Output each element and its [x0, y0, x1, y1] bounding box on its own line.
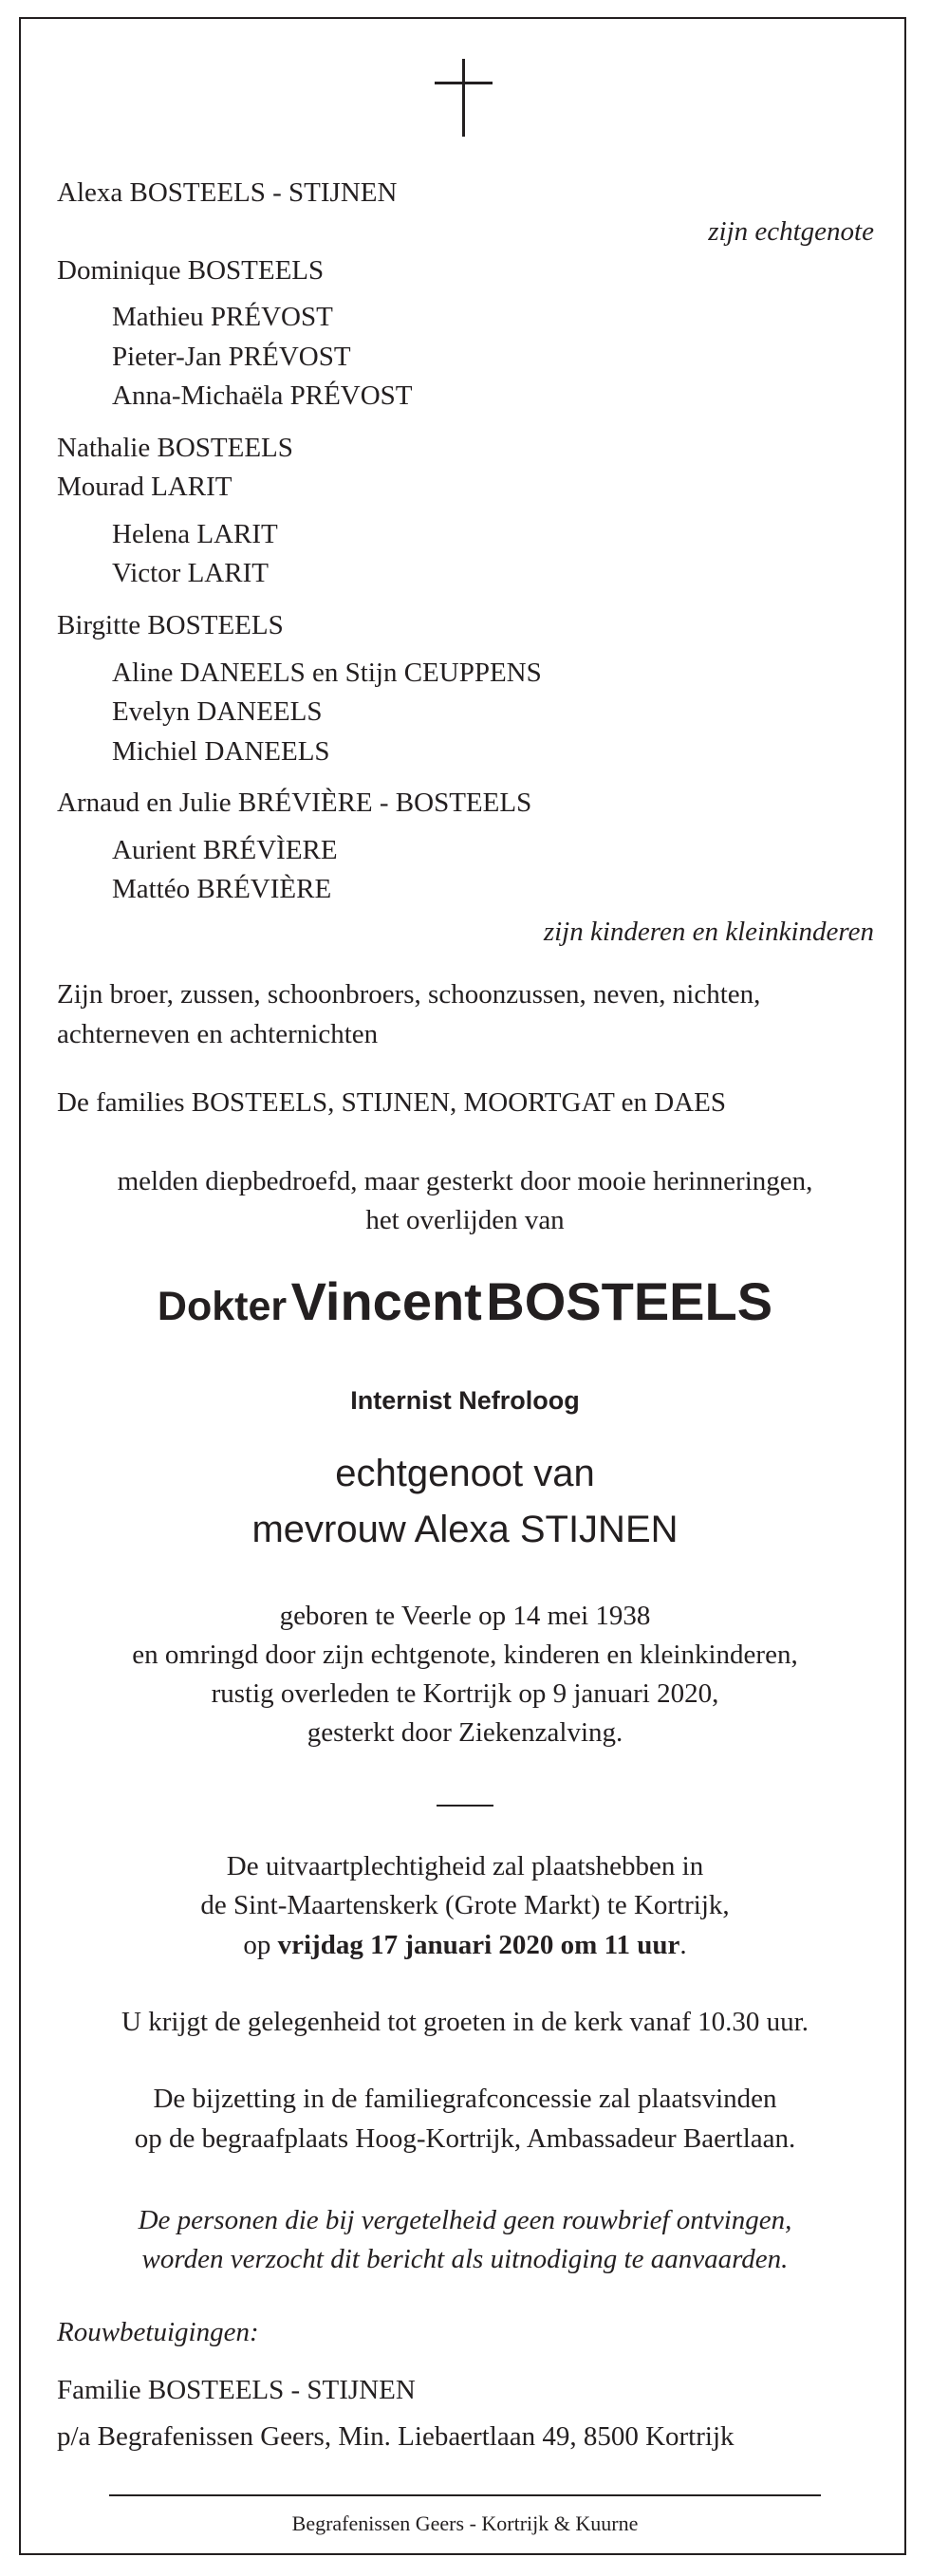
footer-divider — [109, 2494, 821, 2496]
grandchild-name: Michiel DANEELS — [112, 736, 330, 767]
life-line: rustig overleden te Kortrijk op 9 januari 2020, — [211, 1678, 719, 1709]
child-name: Nathalie BOSTEELS — [57, 433, 293, 463]
funeral-date: vrijdag 17 januari 2020 om 11 uur — [277, 1930, 680, 1960]
grandchild-name: Victor LARIT — [112, 558, 269, 588]
spouse-of-name: mevrouw Alexa STIJNEN — [251, 1509, 679, 1550]
grandchild-name: Evelyn DANEELS — [112, 696, 323, 727]
grandchild-name: Pieter-Jan PRÉVOST — [112, 342, 351, 372]
spouse-of-line: echtgenoot van — [335, 1453, 595, 1494]
burial-line: De bijzetting in de familiegrafconcessie zal plaatsvinden — [153, 2084, 777, 2114]
profession: Internist Nefroloog — [350, 1386, 580, 1415]
child-partner-name: Mourad LARIT — [57, 472, 232, 502]
announcement-line: melden diepbedroefd, maar gesterkt door mooie herinneringen, — [117, 1166, 813, 1196]
grandchild-name: Aurient BRÉVÌERE — [112, 835, 338, 865]
grandchild-name: Mathieu PRÉVOST — [112, 302, 333, 332]
families-line: De families BOSTEELS, STIJNEN, MOORTGAT en DAES — [57, 1087, 726, 1118]
life-line: en omringd door zijn echtgenote, kinderen en kleinkinderen, — [132, 1640, 798, 1670]
announcement-line: het overlijden van — [365, 1205, 565, 1235]
condolences-label: Rouwbetuigingen: — [57, 2317, 259, 2347]
greeting-line: U krijgt de gelegenheid tot groeten in de kerk vanaf 10.30 uur. — [121, 2007, 809, 2037]
funeral-line: De uitvaartplechtigheid zal plaatshebben in — [226, 1851, 704, 1881]
grandchild-name: Anna-Michaëla PRÉVOST — [112, 380, 413, 411]
note-line: worden verzocht dit bericht als uitnodiging te aanvaarden. — [141, 2244, 789, 2274]
life-line: gesterkt door Ziekenzalving. — [307, 1717, 623, 1748]
funeral-date-line: op vrijdag 17 januari 2020 om 11 uur. — [243, 1930, 687, 1960]
relatives-line: achterneven en achternichten — [57, 1019, 379, 1049]
deceased-first-name: Vincent — [290, 1271, 482, 1331]
note-line: De personen die bij vergetelheid geen rouwbrief ontvingen, — [138, 2205, 792, 2235]
spouse-name: Alexa BOSTEELS - STIJNEN — [57, 177, 398, 208]
grandchild-name: Helena LARIT — [112, 519, 278, 549]
children-role: zijn kinderen en kleinkinderen — [543, 917, 874, 947]
condolences-address: p/a Begrafenissen Geers, Min. Liebaertlaan 49, 8500 Kortrijk — [57, 2421, 735, 2452]
child-name: Dominique BOSTEELS — [57, 255, 325, 286]
condolences-name: Familie BOSTEELS - STIJNEN — [57, 2375, 416, 2405]
spouse-role: zijn echtgenote — [708, 216, 874, 247]
undertaker-footer: Begrafenissen Geers - Kortrijk & Kuurne — [291, 2511, 639, 2535]
relatives-line: Zijn broer, zussen, schoonbroers, schoonzussen, neven, nichten, — [57, 979, 761, 1010]
divider — [437, 1805, 493, 1807]
deceased-name — [0, 1271, 930, 1331]
child-name: Birgitte BOSTEELS — [57, 610, 284, 640]
burial-line: op de begraafplaats Hoog-Kortrijk, Ambassadeur Baertlaan. — [134, 2123, 796, 2154]
grandchild-name: Aline DANEELS en Stijn CEUPPENS — [112, 658, 542, 688]
life-line: geboren te Veerle op 14 mei 1938 — [279, 1601, 651, 1631]
grandchild-name: Mattéo BRÉVIÈRE — [112, 874, 332, 904]
funeral-line: de Sint-Maartenskerk (Grote Markt) te Kortrijk, — [200, 1890, 730, 1920]
deceased-prefix: Dokter — [157, 1284, 288, 1329]
deceased-last-name: BOSTEELS — [486, 1271, 773, 1331]
child-name: Arnaud en Julie BRÉVIÈRE - BOSTEELS — [57, 788, 532, 818]
